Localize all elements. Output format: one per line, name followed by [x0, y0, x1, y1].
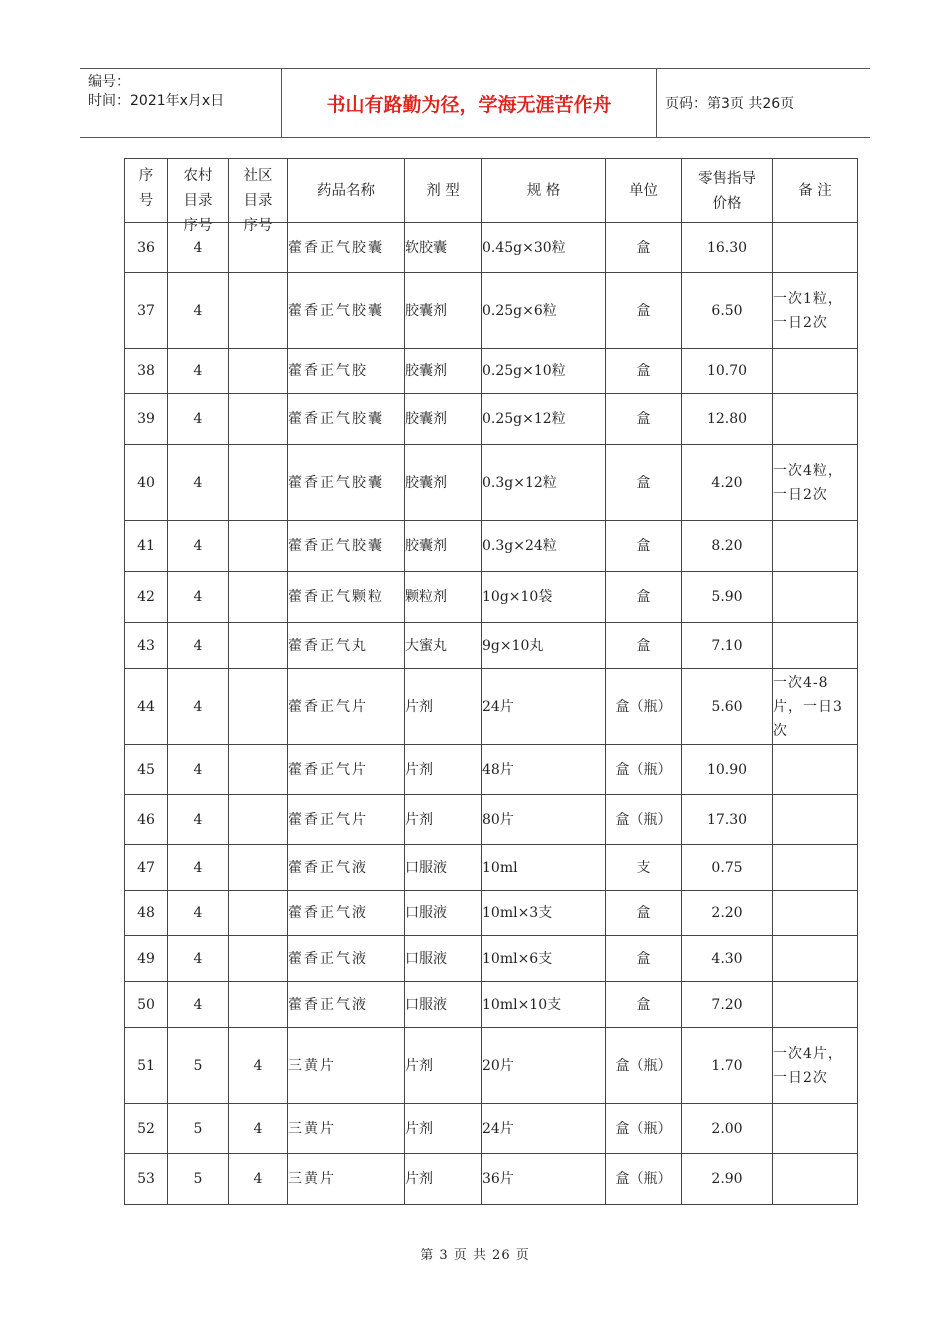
row-spec: 10g×10袋 [482, 572, 606, 623]
row-rural: 4 [168, 891, 229, 936]
row-note: 一次4片，一日2次 [773, 1028, 858, 1104]
row-form: 口服液 [405, 891, 482, 936]
row-form: 大蜜丸 [405, 623, 482, 669]
row-rural: 4 [168, 936, 229, 982]
header-meta [80, 69, 280, 141]
row-seq: 48 [125, 891, 168, 936]
row-unit: 盒 [606, 572, 682, 623]
row-price: 2.00 [682, 1104, 773, 1154]
row-price: 0.75 [682, 845, 773, 891]
header-unit: 单位 [606, 159, 682, 223]
row-spec: 48片 [482, 745, 606, 795]
row-note: 一次4-8片，一日3次 [773, 669, 858, 745]
row-rural: 4 [168, 845, 229, 891]
row-seq: 49 [125, 936, 168, 982]
row-seq: 47 [125, 845, 168, 891]
row-rural: 4 [168, 223, 229, 273]
row-price: 5.60 [682, 669, 773, 745]
row-community [229, 394, 288, 445]
header-seq: 序号 [125, 159, 168, 223]
table-row [125, 1104, 858, 1154]
row-spec: 9g×10丸 [482, 623, 606, 669]
row-name: 藿香正气胶囊 [288, 223, 405, 273]
row-form: 胶囊剂 [405, 273, 482, 349]
row-community [229, 845, 288, 891]
row-spec: 24片 [482, 669, 606, 745]
row-rural: 5 [168, 1028, 229, 1104]
table-row [125, 223, 858, 273]
row-note [773, 1154, 858, 1205]
row-spec: 0.45g×30粒 [482, 223, 606, 273]
header-spec: 规 格 [482, 159, 606, 223]
row-form: 口服液 [405, 936, 482, 982]
row-name: 藿香正气胶囊 [288, 273, 405, 349]
row-name: 藿香正气片 [288, 669, 405, 745]
row-rural: 4 [168, 745, 229, 795]
row-price: 10.70 [682, 349, 773, 394]
row-name: 藿香正气颗粒 [288, 572, 405, 623]
drug-price-table [124, 158, 858, 1205]
row-price: 1.70 [682, 1028, 773, 1104]
row-seq: 41 [125, 521, 168, 572]
row-rural: 4 [168, 982, 229, 1028]
row-rural: 4 [168, 795, 229, 845]
row-spec: 0.3g×24粒 [482, 521, 606, 572]
row-rural: 4 [168, 445, 229, 521]
row-unit: 盒（瓶） [606, 795, 682, 845]
row-seq: 42 [125, 572, 168, 623]
row-spec: 80片 [482, 795, 606, 845]
row-unit: 盒（瓶） [606, 1104, 682, 1154]
row-price: 2.20 [682, 891, 773, 936]
row-form: 片剂 [405, 669, 482, 745]
row-form: 口服液 [405, 982, 482, 1028]
row-unit: 盒 [606, 223, 682, 273]
row-name: 藿香正气液 [288, 982, 405, 1028]
row-form: 片剂 [405, 795, 482, 845]
row-price: 17.30 [682, 795, 773, 845]
table-row [125, 572, 858, 623]
date-label: 时间：2021年x月x日 [88, 93, 225, 109]
row-spec: 0.25g×10粒 [482, 349, 606, 394]
row-unit: 盒 [606, 982, 682, 1028]
table-row [125, 982, 858, 1028]
motto: 书山有路勤为径，学海无涯苦作舟 [281, 69, 657, 137]
row-community [229, 521, 288, 572]
page-footer: 第 3 页 共 26 页 [420, 1248, 530, 1263]
row-form: 胶囊剂 [405, 521, 482, 572]
row-note [773, 745, 858, 795]
row-name: 藿香正气液 [288, 936, 405, 982]
row-seq: 52 [125, 1104, 168, 1154]
row-name: 藿香正气丸 [288, 623, 405, 669]
row-name: 藿香正气胶囊 [288, 521, 405, 572]
row-price: 16.30 [682, 223, 773, 273]
row-unit: 盒 [606, 349, 682, 394]
table-row [125, 1028, 858, 1104]
row-form: 片剂 [405, 1154, 482, 1205]
row-unit: 盒 [606, 445, 682, 521]
header-note: 备 注 [773, 159, 858, 223]
row-spec: 20片 [482, 1028, 606, 1104]
row-note [773, 1104, 858, 1154]
table-row [125, 845, 858, 891]
row-form: 片剂 [405, 1104, 482, 1154]
row-note [773, 845, 858, 891]
table-row [125, 273, 858, 349]
row-form: 颗粒剂 [405, 572, 482, 623]
row-name: 藿香正气胶囊 [288, 445, 405, 521]
row-rural: 4 [168, 572, 229, 623]
row-form: 软胶囊 [405, 223, 482, 273]
row-price: 2.90 [682, 1154, 773, 1205]
row-seq: 44 [125, 669, 168, 745]
header-rural: 农村目录序号 [168, 159, 229, 223]
row-form: 胶囊剂 [405, 349, 482, 394]
row-unit: 盒 [606, 394, 682, 445]
row-name: 藿香正气液 [288, 845, 405, 891]
row-community [229, 795, 288, 845]
row-note: 一次1粒，一日2次 [773, 273, 858, 349]
table-row [125, 891, 858, 936]
row-price: 5.90 [682, 572, 773, 623]
row-community [229, 891, 288, 936]
row-note [773, 982, 858, 1028]
row-seq: 43 [125, 623, 168, 669]
row-note [773, 936, 858, 982]
row-name: 藿香正气胶 [288, 349, 405, 394]
row-price: 12.80 [682, 394, 773, 445]
table-row [125, 445, 858, 521]
table-header-row [125, 159, 858, 223]
row-note [773, 394, 858, 445]
row-unit: 盒 [606, 891, 682, 936]
row-community [229, 745, 288, 795]
table-row [125, 349, 858, 394]
row-rural: 4 [168, 521, 229, 572]
row-note: 一次4粒，一日2次 [773, 445, 858, 521]
table-row [125, 669, 858, 745]
row-unit: 盒（瓶） [606, 1154, 682, 1205]
header-community: 社区目录序号 [229, 159, 288, 223]
row-note [773, 795, 858, 845]
row-price: 4.30 [682, 936, 773, 982]
row-price: 6.50 [682, 273, 773, 349]
row-seq: 37 [125, 273, 168, 349]
row-form: 口服液 [405, 845, 482, 891]
table-row [125, 795, 858, 845]
row-seq: 51 [125, 1028, 168, 1104]
row-unit: 盒 [606, 936, 682, 982]
row-note [773, 572, 858, 623]
row-unit: 盒（瓶） [606, 669, 682, 745]
row-price: 10.90 [682, 745, 773, 795]
row-note [773, 623, 858, 669]
table-row [125, 394, 858, 445]
row-seq: 53 [125, 1154, 168, 1205]
row-community: 4 [229, 1104, 288, 1154]
row-name: 三黄片 [288, 1154, 405, 1205]
row-price: 8.20 [682, 521, 773, 572]
row-community [229, 445, 288, 521]
row-spec: 10ml [482, 845, 606, 891]
table-row [125, 936, 858, 982]
row-note [773, 349, 858, 394]
row-community [229, 982, 288, 1028]
row-seq: 46 [125, 795, 168, 845]
row-rural: 4 [168, 669, 229, 745]
row-seq: 40 [125, 445, 168, 521]
row-seq: 36 [125, 223, 168, 273]
number-label: 编号： [88, 74, 130, 90]
row-rural: 4 [168, 273, 229, 349]
row-spec: 24片 [482, 1104, 606, 1154]
row-price: 4.20 [682, 445, 773, 521]
row-spec: 0.3g×12粒 [482, 445, 606, 521]
row-form: 胶囊剂 [405, 445, 482, 521]
row-community: 4 [229, 1154, 288, 1205]
row-community [229, 572, 288, 623]
row-unit: 盒 [606, 623, 682, 669]
table-row [125, 521, 858, 572]
page-code: 页码：第3页 共26页 [665, 96, 795, 112]
row-rural: 5 [168, 1104, 229, 1154]
row-rural: 4 [168, 394, 229, 445]
row-name: 藿香正气胶囊 [288, 394, 405, 445]
row-form: 胶囊剂 [405, 394, 482, 445]
row-unit: 支 [606, 845, 682, 891]
row-note [773, 223, 858, 273]
row-name: 三黄片 [288, 1028, 405, 1104]
row-seq: 45 [125, 745, 168, 795]
row-price: 7.20 [682, 982, 773, 1028]
row-rural: 4 [168, 349, 229, 394]
row-unit: 盒（瓶） [606, 745, 682, 795]
page-header [80, 68, 870, 138]
row-spec: 10ml×10支 [482, 982, 606, 1028]
row-note [773, 521, 858, 572]
row-spec: 10ml×3支 [482, 891, 606, 936]
row-spec: 0.25g×6粒 [482, 273, 606, 349]
row-name: 三黄片 [288, 1104, 405, 1154]
row-rural: 5 [168, 1154, 229, 1205]
row-name: 藿香正气片 [288, 795, 405, 845]
row-community [229, 936, 288, 982]
row-unit: 盒 [606, 273, 682, 349]
row-seq: 39 [125, 394, 168, 445]
header-form: 剂 型 [405, 159, 482, 223]
row-form: 片剂 [405, 1028, 482, 1104]
row-community: 4 [229, 1028, 288, 1104]
row-community [229, 349, 288, 394]
header-price: 零售指导价格 [682, 159, 773, 223]
row-unit: 盒 [606, 521, 682, 572]
row-spec: 36片 [482, 1154, 606, 1205]
header-name: 药品名称 [288, 159, 405, 223]
row-rural: 4 [168, 623, 229, 669]
row-community [229, 623, 288, 669]
row-name: 藿香正气液 [288, 891, 405, 936]
row-unit: 盒（瓶） [606, 1028, 682, 1104]
table-row [125, 623, 858, 669]
table-row [125, 1154, 858, 1205]
row-note [773, 891, 858, 936]
row-seq: 50 [125, 982, 168, 1028]
row-name: 藿香正气片 [288, 745, 405, 795]
row-seq: 38 [125, 349, 168, 394]
row-spec: 0.25g×12粒 [482, 394, 606, 445]
row-community [229, 273, 288, 349]
table-row [125, 745, 858, 795]
row-spec: 10ml×6支 [482, 936, 606, 982]
row-community [229, 669, 288, 745]
row-form: 片剂 [405, 745, 482, 795]
row-price: 7.10 [682, 623, 773, 669]
